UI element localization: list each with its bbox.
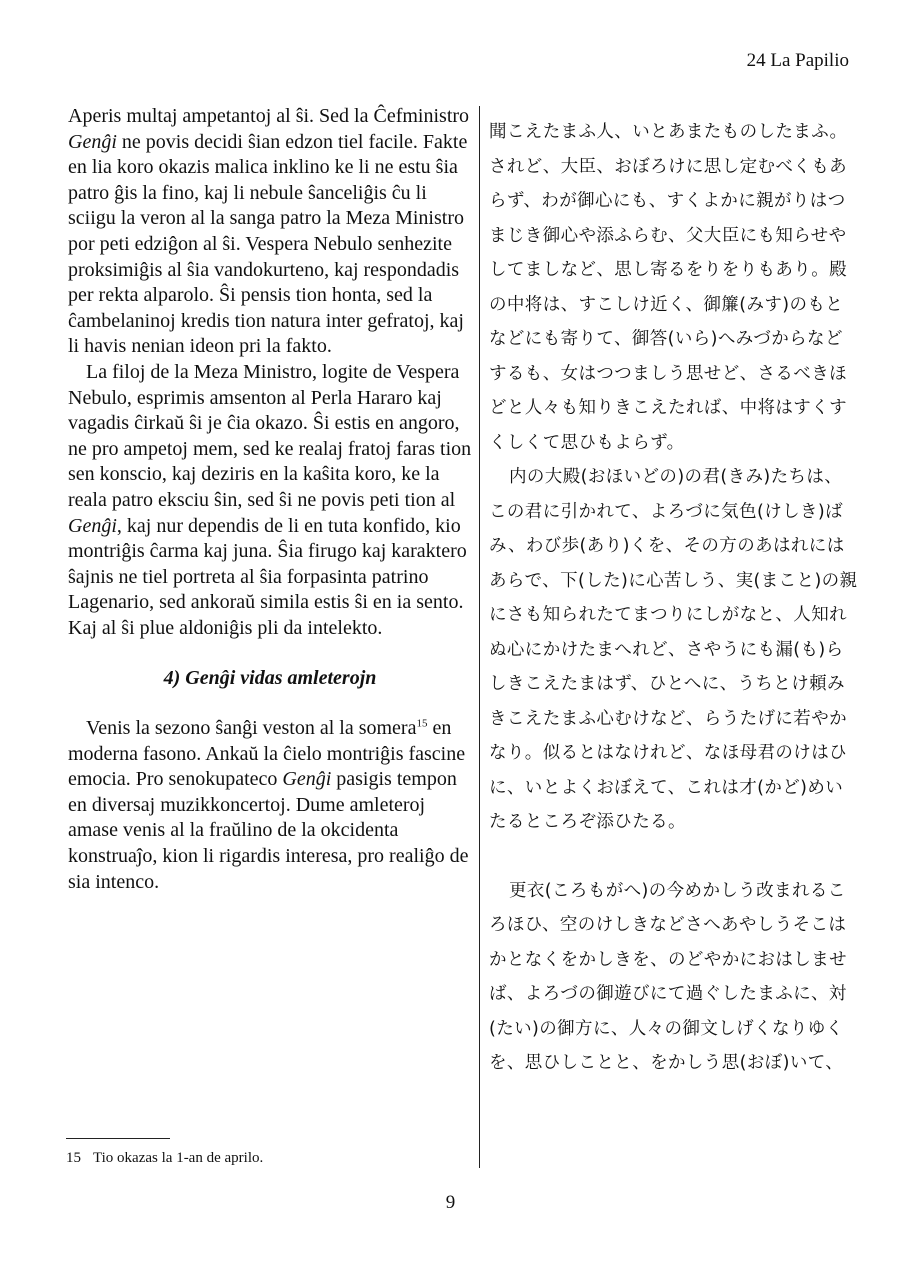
text-run: en moderna fasono. Ankaŭ la ĉielo montriĝis fascine emocia. Pro senokupateco [68, 717, 466, 791]
footnote-number: 15 [66, 1150, 81, 1166]
japanese-paragraph-1: 聞こえたまふ人、いとあまたものしたまふ。されど、大臣、おぼろけに思し定むべくもあらず、わが御心にも、すくよかに親がりはつまじき御心や添ふらむ、父大臣にも知らせやしてましなど、思し寄るをりをりもあり。殿の中将は、すこしけ近く、御簾(みす)のもとなどにも寄りて、御答(いら)へみづからなどするも、女はつつましう思せど、さるべきほどと人々も知りきこえたれば、中将はすくすくしくて思ひもよらず。 [489, 122, 848, 453]
italic-name: Genĝi [68, 514, 117, 537]
text-run: Venis la sezono ŝanĝi veston al la somera [86, 717, 417, 740]
esperanto-paragraph-1 [68, 104, 472, 360]
text-run: , kaj nur dependis de li en tuta konfido, kio montriĝis ĉarma kaj juna. Ŝia firugo kaj karaktero ŝajnis ne tiel portreta al ŝia forpasinta patrino Lagenario, sed ankoraŭ simila estis ŝi en ia sento. Kaj al ŝi plue aldoniĝis pli da intelekto. [68, 514, 467, 639]
italic-name: Genĝi [68, 130, 117, 153]
text-run: La filoj de la Meza Ministro, logite de Vespera Nebulo, esprimis amsenton al Perla Hararo kaj vagadis ĉirkaŭ ŝi je ĉia okazo. Ŝi estis en angoro, ne pro ampetoj mem, sed ke realaj fratoj faras tion sen konscio, kaj deziris en la kaŝita koro, ke la reala patro eksciu ŝin, sed ŝi ne povis peti tion al [68, 360, 472, 511]
esperanto-column [68, 104, 472, 895]
footnote [66, 1150, 263, 1167]
esperanto-paragraph-3 [68, 716, 472, 895]
footnote-rule [66, 1138, 170, 1139]
footnote-ref: 15 [416, 717, 428, 730]
text-run: Aperis multaj ampetantoj al ŝi. Sed la Ĉefministro [68, 105, 470, 127]
running-header: 24 La Papilio [746, 50, 849, 71]
japanese-paragraph-2: 内の大殿(おほいどの)の君(きみ)たちは、この君に引かれて、よろづに気色(けしき)ばみ、わび歩(あり)くを、その方のあはれにはあらで、下(した)に心苦しう、実(まこと)の親にさも知られたてまつりにしがなと、人知れぬ心にかけたまへれど、さやうにも漏(も)らしきこえたまはず、ひとへに、うちとけ頼みきこえたまふ心むけなど、らうたげに若やかなり。似るとはなけれど、なほ母君のけはひに、いとよくおぼえて、これは才(かど)めいたるところぞ添ひたる。 [489, 467, 858, 832]
esperanto-paragraph-2 [68, 360, 472, 642]
japanese-column [489, 115, 859, 1081]
footnote-text: Tio okazas la 1-an de aprilo. [93, 1150, 264, 1166]
japanese-paragraph-3: 更衣(ころもがへ)の今めかしう改まれるころほひ、空のけしきなどさへあやしうそこはかとなくをかしきを、のどやかにおはしませば、よろづの御遊びにて過ぐしたまふに、対(たい)の御方に、人々の御文しげくなりゆくを、思ひしことと、をかしう思(おぼ)いて、 [489, 880, 847, 1073]
page-number: 9 [445, 1192, 456, 1213]
italic-name: Genĝi [282, 768, 332, 791]
text-run: ne povis decidi ŝian edzon tiel facile. Fakte en lia koro okazis malica inklino ke li ne estu ŝia patro ĝis la fino, kaj li nebule ŝanceliĝis ĉu li sciigu la veron al la sanga patro la Meza Ministro por peti edziĝon al ŝi. Vespera Nebulo senhezite proksimiĝis al ŝia vandokurteno, kaj respondadis per rekta alparolo. Ŝi pensis tion honta, sed la ĉambelaninoj kredis tion natura inter gefratoj, kaj li havis nenian ideon pri la fakto. [68, 130, 468, 358]
section-heading: 4) Genĝi vidas amleterojn [163, 667, 377, 690]
text-run: pasigis tempon en diversaj muzikkoncertoj. Dume amleteroj amase venis al la fraŭlino de la okcidenta konstruaĵo, kion li rigardis interesa, pro realiĝo de sia intenco. [68, 768, 469, 893]
column-divider [479, 106, 480, 1168]
